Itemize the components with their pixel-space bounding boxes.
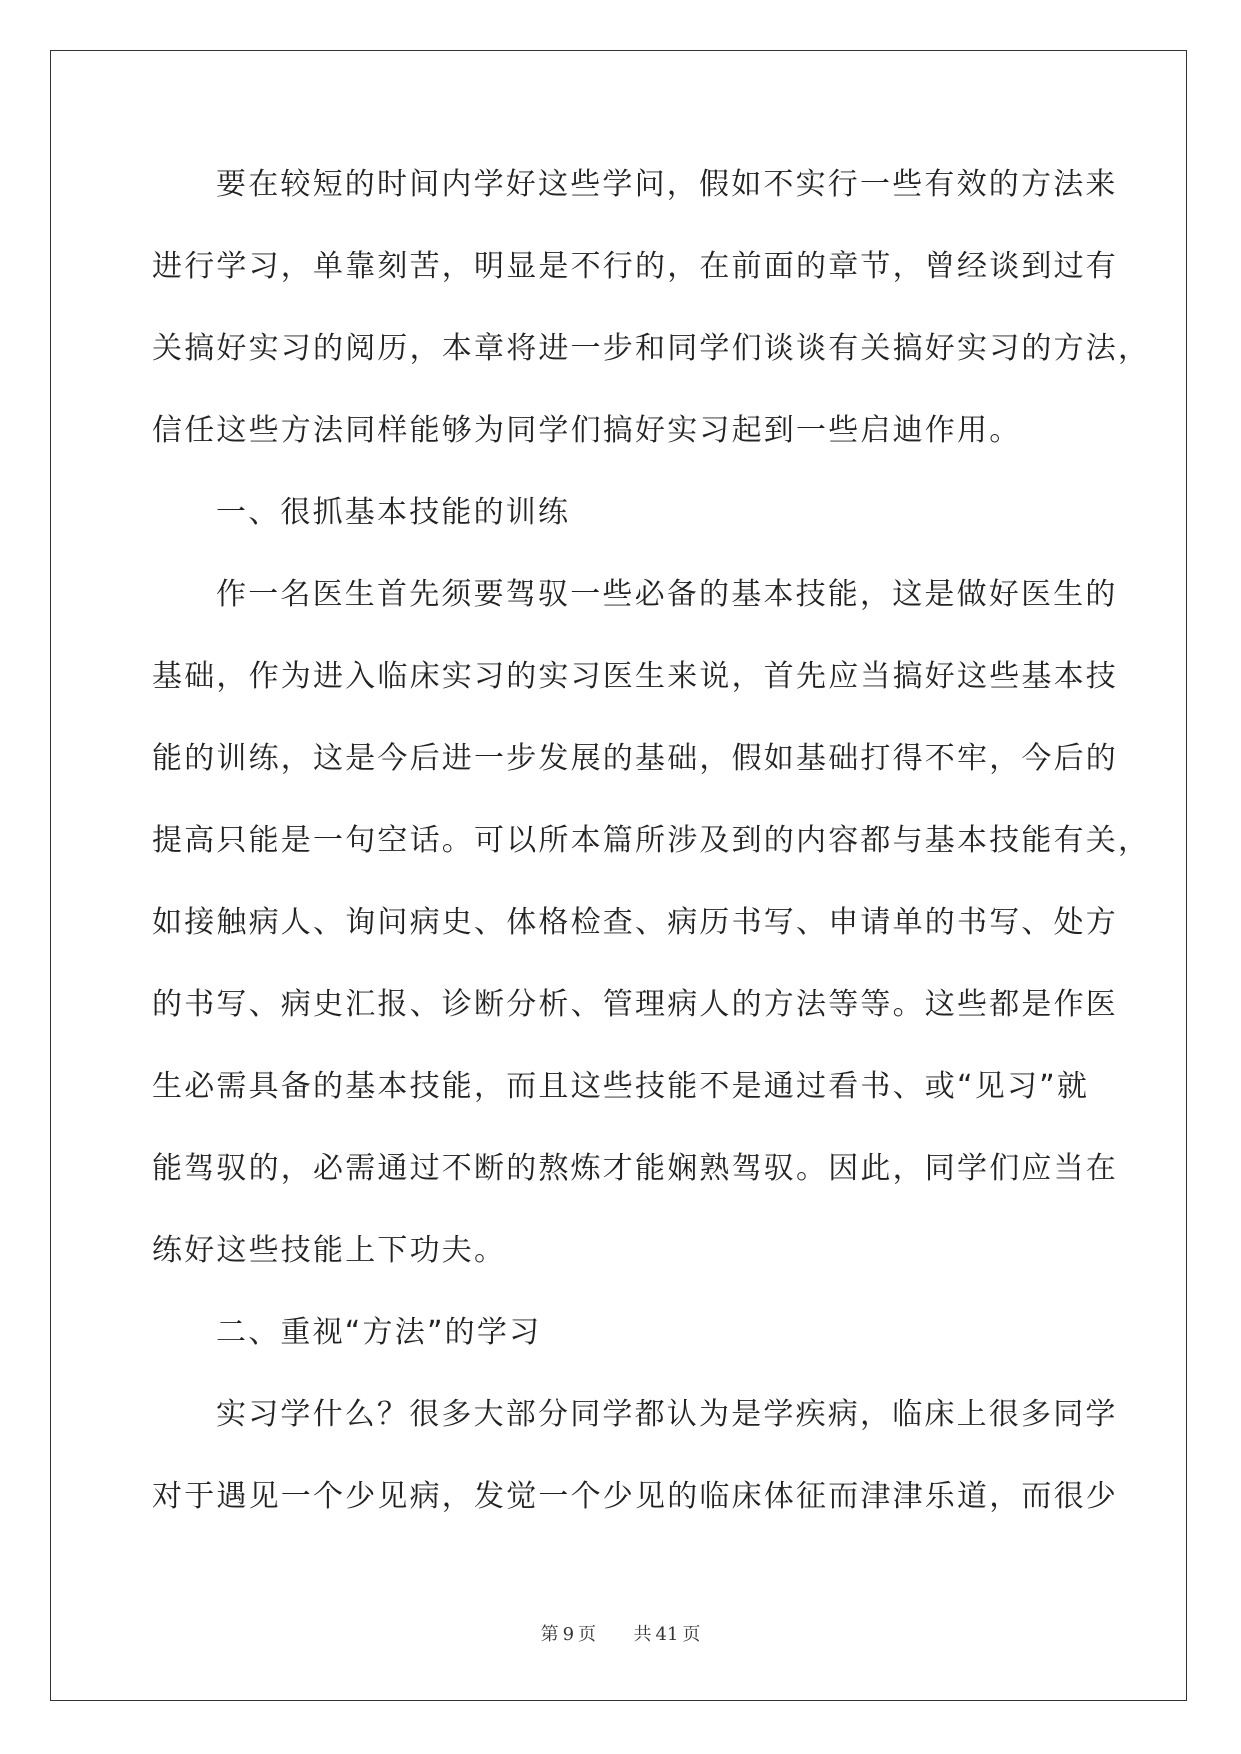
text-line: 实习学什么？很多大部分同学都认为是学疾病，临床上很多同学 [216, 1397, 1118, 1432]
text-line: 作一名医生首先须要驾驭一些必备的基本技能，这是做好医生的 [216, 577, 1118, 612]
text-line: 提高只能是一句空话。可以所本篇所涉及到的内容都与基本技能有关， [152, 823, 1151, 858]
text-line: 进行学习，单靠刻苦，明显是不行的，在前面的章节，曾经谈到过有 [152, 249, 1118, 284]
text-line: 关搞好实习的阅历，本章将进一步和同学们谈谈有关搞好实习的方法， [152, 331, 1151, 366]
text-line: 对于遇见一个少见病，发觉一个少见的临床体征而津津乐道，而很少 [152, 1479, 1118, 1514]
section-heading: 二、重视“方法”的学习 [216, 1315, 542, 1350]
page-suffix: 页 [578, 1624, 597, 1645]
page-prefix: 第 [540, 1624, 559, 1645]
section-heading: 一、很抓基本技能的训练 [216, 495, 571, 530]
text-line: 要在较短的时间内学好这些学问，假如不实行一些有效的方法来 [216, 167, 1118, 202]
page-number: 9 [562, 1624, 575, 1645]
text-line: 能的训练，这是今后进一步发展的基础，假如基础打得不牢，今后的 [152, 741, 1118, 776]
text-line: 能驾驭的，必需通过不断的熬炼才能娴熟驾驭。因此，同学们应当在 [152, 1151, 1118, 1186]
text-line: 信任这些方法同样能够为同学们搞好实习起到一些启迪作用。 [152, 413, 1022, 448]
text-line: 的书写、病史汇报、诊断分析、管理病人的方法等等。这些都是作医 [152, 987, 1118, 1022]
document-body [152, 160, 1151, 1554]
total-suffix: 页 [682, 1624, 701, 1645]
text-line: 如接触病人、询问病史、体格检查、病历书写、申请单的书写、处方 [152, 905, 1118, 940]
total-pages: 41 [655, 1624, 679, 1645]
text-line: 基础，作为进入临床实习的实习医生来说，首先应当搞好这些基本技 [152, 659, 1118, 694]
text-line: 练好这些技能上下功夫。 [152, 1233, 507, 1268]
total-prefix: 共 [633, 1624, 652, 1645]
text-line: 生必需具备的基本技能，而且这些技能不是通过看书、或“见习”就 [152, 1069, 1090, 1104]
page-footer [0, 1620, 1241, 1646]
